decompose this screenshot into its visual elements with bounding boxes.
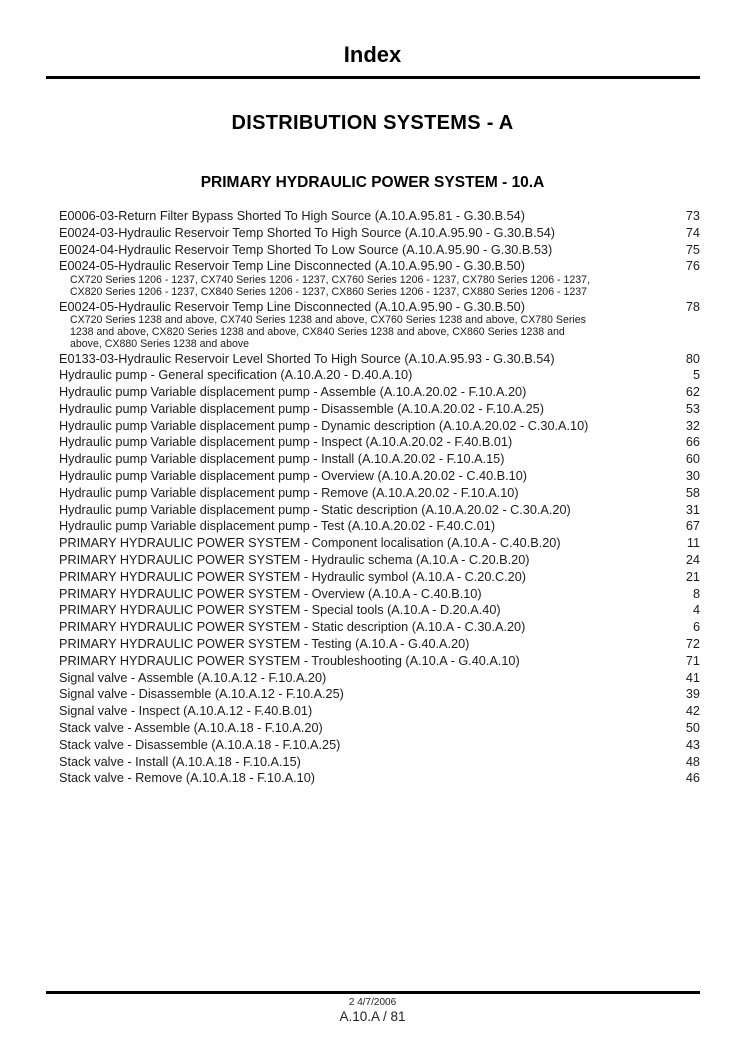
index-entry[interactable] [59, 586, 700, 603]
index-list [59, 208, 700, 787]
index-entry-group [59, 737, 700, 754]
index-entry-label: PRIMARY HYDRAULIC POWER SYSTEM - Special tools (A.10.A - D.20.A.40) [59, 603, 501, 618]
index-entry-label: E0024-05-Hydraulic Reservoir Temp Line Disconnected (A.10.A.95.90 - G.30.B.50) [59, 299, 525, 314]
index-entry[interactable] [59, 569, 700, 586]
index-entry-group [59, 754, 700, 771]
footer-divider [46, 991, 700, 994]
index-entry[interactable] [59, 242, 700, 259]
index-entry[interactable] [59, 384, 700, 401]
index-entry-page-number: 76 [685, 259, 700, 274]
index-entry[interactable] [59, 367, 700, 384]
index-entry[interactable] [59, 351, 700, 368]
index-entry-label: E0024-05-Hydraulic Reservoir Temp Line Disconnected (A.10.A.95.90 - G.30.B.50) [59, 259, 525, 274]
index-entry-group [59, 451, 700, 468]
index-entry-label: Hydraulic pump Variable displacement pump - Dynamic description (A.10.A.20.02 - C.30.A.10) [59, 418, 589, 433]
index-entry-page-number: 60 [685, 452, 700, 467]
index-entry[interactable] [59, 552, 700, 569]
index-entry-page-number: 75 [685, 242, 700, 257]
index-entry-page-number: 48 [685, 754, 700, 769]
index-entry-page-number: 66 [685, 435, 700, 450]
index-entry-group [59, 384, 700, 401]
index-entry[interactable] [59, 258, 700, 275]
index-entry-group [59, 586, 700, 603]
index-entry-group [59, 636, 700, 653]
index-entry-subline: CX820 Series 1206 - 1237, CX840 Series 1206 - 1237, CX860 Series 1206 - 1237, CX880 Series 1206 - 1237 [70, 285, 588, 298]
index-entry-page-number: 43 [685, 737, 700, 752]
index-entry-group [59, 518, 700, 535]
index-entry-label: E0006-03-Return Filter Bypass Shorted To High Source (A.10.A.95.81 - G.30.B.54) [59, 209, 525, 223]
index-entry-page-number: 42 [685, 704, 700, 719]
index-entry-label: Hydraulic pump Variable displacement pump - Assemble (A.10.A.20.02 - F.10.A.20) [59, 385, 527, 400]
index-entry-group [59, 208, 700, 225]
index-entry-group [59, 653, 700, 670]
subsection-title: PRIMARY HYDRAULIC POWER SYSTEM - 10.A [200, 174, 545, 191]
index-entry-page-number: 32 [685, 418, 700, 433]
index-entry[interactable] [59, 737, 700, 754]
index-entry[interactable] [59, 686, 700, 703]
index-entry-label: PRIMARY HYDRAULIC POWER SYSTEM - Overview (A.10.A - C.40.B.10) [59, 586, 482, 601]
index-entry-subline: 1238 and above, CX820 Series 1238 and above, CX840 Series 1238 and above, CX860 Series 1238 and [70, 326, 565, 339]
index-entry-label: PRIMARY HYDRAULIC POWER SYSTEM - Testing (A.10.A - G.40.A.20) [59, 637, 470, 652]
index-entry-label: PRIMARY HYDRAULIC POWER SYSTEM - Component localisation (A.10.A - C.40.B.20) [59, 536, 561, 551]
index-entry-group [59, 602, 700, 619]
index-entry-page-number: 72 [685, 637, 700, 652]
footer-page-reference: A.10.A / 81 [339, 1009, 406, 1024]
index-entry[interactable] [59, 485, 700, 502]
index-entry-label: PRIMARY HYDRAULIC POWER SYSTEM - Hydraulic schema (A.10.A - C.20.B.20) [59, 553, 530, 568]
index-entry[interactable] [59, 518, 700, 535]
page-title: Index [343, 42, 402, 67]
title-divider [46, 76, 700, 79]
index-entry[interactable] [59, 535, 700, 552]
index-entry-label: Signal valve - Inspect (A.10.A.12 - F.40.B.01) [59, 704, 313, 719]
index-entry-page-number: 31 [685, 502, 700, 517]
index-entry-group [59, 670, 700, 687]
index-entry-group [59, 434, 700, 451]
index-entry-group [59, 770, 700, 787]
index-entry-page-number: 46 [685, 771, 700, 786]
index-entry[interactable] [59, 653, 700, 670]
index-entry[interactable] [59, 434, 700, 451]
index-entry-group [59, 468, 700, 485]
index-entry[interactable] [59, 602, 700, 619]
index-entry-label: Stack valve - Remove (A.10.A.18 - F.10.A.10) [59, 771, 315, 786]
index-entry-label: Stack valve - Install (A.10.A.18 - F.10.A.15) [59, 754, 301, 769]
index-entry-sublines [70, 275, 700, 298]
index-entry-label: Signal valve - Disassemble (A.10.A.12 - F.10.A.25) [59, 687, 344, 702]
index-entry[interactable] [59, 720, 700, 737]
index-entry-group [59, 552, 700, 569]
index-entry-subline: CX720 Series 1206 - 1237, CX740 Series 1206 - 1237, CX760 Series 1206 - 1237, CX780 Series 1206 - 1237, [70, 274, 591, 287]
index-entry-page-number: 62 [685, 385, 700, 400]
index-entry-label: PRIMARY HYDRAULIC POWER SYSTEM - Troubleshooting (A.10.A - G.40.A.10) [59, 653, 520, 668]
index-entry-group [59, 367, 700, 384]
index-entry[interactable] [59, 502, 700, 519]
index-entry-label: Hydraulic pump Variable displacement pump - Disassemble (A.10.A.20.02 - F.10.A.25) [59, 401, 544, 416]
index-entry-page-number: 5 [692, 368, 700, 383]
index-entry-page-number: 58 [685, 485, 700, 500]
index-entry-page-number: 53 [685, 401, 700, 416]
index-entry-page-number: 74 [685, 225, 700, 240]
index-entry-page-number: 50 [685, 721, 700, 736]
index-entry-label: E0024-04-Hydraulic Reservoir Temp Shorted To Low Source (A.10.A.95.90 - G.30.B.53) [59, 242, 553, 257]
index-entry-page-number: 21 [685, 569, 700, 584]
index-entry-page-number: 73 [685, 209, 700, 223]
index-entry-label: Stack valve - Assemble (A.10.A.18 - F.10.A.20) [59, 721, 323, 736]
index-entry[interactable] [59, 225, 700, 242]
index-entry[interactable] [59, 754, 700, 771]
index-entry-label: Hydraulic pump Variable displacement pump - Static description (A.10.A.20.02 - C.30.A.20) [59, 502, 571, 517]
index-entry-label: Hydraulic pump Variable displacement pump - Overview (A.10.A.20.02 - C.40.B.10) [59, 469, 528, 484]
index-entry-page-number: 41 [685, 670, 700, 685]
index-entry-page-number: 6 [692, 620, 700, 635]
index-entry[interactable] [59, 401, 700, 418]
index-entry[interactable] [59, 418, 700, 435]
index-entry-page-number: 39 [685, 687, 700, 702]
index-entry-group [59, 225, 700, 242]
index-entry-label: Stack valve - Disassemble (A.10.A.18 - F.10.A.25) [59, 737, 341, 752]
index-entry[interactable] [59, 468, 700, 485]
index-entry-sublines [70, 315, 700, 350]
index-entry-label: Hydraulic pump - General specification (A.10.A.20 - D.40.A.10) [59, 368, 413, 383]
index-entry[interactable] [59, 670, 700, 687]
index-entry[interactable] [59, 208, 700, 225]
index-entry-subline: CX720 Series 1238 and above, CX740 Series 1238 and above, CX760 Series 1238 and above, CX780 Series [70, 314, 586, 327]
index-entry[interactable] [59, 770, 700, 787]
index-entry-page-number: 67 [685, 519, 700, 534]
index-entry[interactable] [59, 619, 700, 636]
index-entry-group [59, 485, 700, 502]
index-entry-label: PRIMARY HYDRAULIC POWER SYSTEM - Static description (A.10.A - C.30.A.20) [59, 620, 526, 635]
section-title: DISTRIBUTION SYSTEMS - A [231, 112, 514, 134]
index-entry-label: Hydraulic pump Variable displacement pump - Test (A.10.A.20.02 - F.40.C.01) [59, 519, 496, 534]
index-entry-page-number: 30 [685, 469, 700, 484]
index-entry-subline: above, CX880 Series 1238 and above [70, 337, 250, 350]
index-entry[interactable] [59, 451, 700, 468]
index-entry-group [59, 569, 700, 586]
index-entry-label: Hydraulic pump Variable displacement pump - Install (A.10.A.20.02 - F.10.A.15) [59, 452, 505, 467]
index-entry-group [59, 258, 700, 298]
index-entry-group [59, 619, 700, 636]
index-entry[interactable] [59, 299, 700, 316]
index-entry-page-number: 8 [692, 586, 700, 601]
index-entry-group [59, 535, 700, 552]
index-entry-label: E0024-03-Hydraulic Reservoir Temp Shorted To High Source (A.10.A.95.90 - G.30.B.54) [59, 225, 556, 240]
index-entry-label: Signal valve - Assemble (A.10.A.12 - F.10.A.20) [59, 670, 327, 685]
index-entry[interactable] [59, 636, 700, 653]
index-entry-group [59, 351, 700, 368]
index-entry-page-number: 24 [685, 553, 700, 568]
index-entry-page-number: 78 [685, 299, 700, 314]
index-entry-label: E0133-03-Hydraulic Reservoir Level Shorted To High Source (A.10.A.95.93 - G.30.B.54) [59, 351, 555, 366]
footer-print-info: 2 4/7/2006 [348, 997, 397, 1008]
index-entry-page-number: 80 [685, 351, 700, 366]
index-entry-group [59, 418, 700, 435]
index-entry-group [59, 686, 700, 703]
index-entry-label: Hydraulic pump Variable displacement pump - Inspect (A.10.A.20.02 - F.40.B.01) [59, 435, 513, 450]
page-footer [0, 983, 745, 1024]
index-entry-group [59, 720, 700, 737]
index-entry-page-number: 4 [692, 603, 700, 618]
index-entry[interactable] [59, 703, 700, 720]
index-entry-group [59, 502, 700, 519]
index-entry-group [59, 242, 700, 259]
index-entry-label: PRIMARY HYDRAULIC POWER SYSTEM - Hydraulic symbol (A.10.A - C.20.C.20) [59, 569, 526, 584]
index-entry-group [59, 401, 700, 418]
index-entry-group [59, 703, 700, 720]
index-entry-page-number: 11 [686, 536, 700, 551]
index-entry-page-number: 71 [685, 653, 700, 668]
index-entry-label: Hydraulic pump Variable displacement pump - Remove (A.10.A.20.02 - F.10.A.10) [59, 485, 519, 500]
index-entry-group [59, 299, 700, 351]
